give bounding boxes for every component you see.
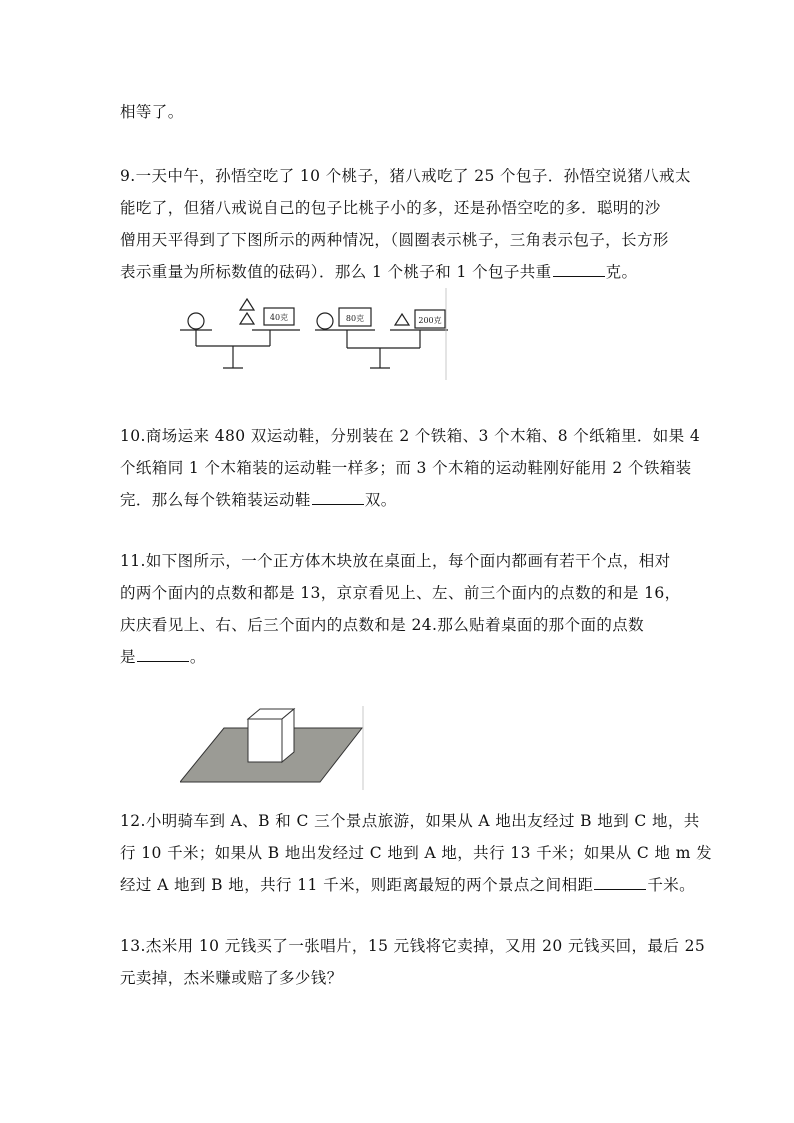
q11-line-1: 11.如下图所示，一个正方体木块放在桌面上，每个面内都画有若干个点，相对 bbox=[120, 552, 671, 570]
q13-line-2: 元卖掉，杰米赚或赔了多少钱？ bbox=[120, 969, 343, 987]
q11-line-4-end: 。 bbox=[189, 648, 206, 666]
q9-line-4-text: 表示重量为所标数值的砝码）．那么 1 个桃子和 1 个包子共重 bbox=[120, 263, 552, 281]
balance-scales-figure bbox=[170, 288, 450, 384]
balance-scale-2 bbox=[315, 288, 448, 380]
peach-circle-2 bbox=[317, 313, 333, 329]
q11-line-4 bbox=[120, 647, 206, 667]
q12-line-2: 行 10 千米；如果从 B 地出发经过 C 地到 A 地，共行 13 千米；如果从 C 地 m 发 bbox=[120, 844, 713, 862]
cube-on-table-figure bbox=[180, 706, 366, 790]
q9-line-2: 能吃了，但猪八戒说自己的包子比桃子小的多，还是孙悟空吃的多．聪明的沙 bbox=[120, 199, 661, 217]
q10-line-2: 个纸箱同 1 个木箱装的运动鞋一样多；而 3 个木箱的运动鞋刚好能用 2 个铁箱装 bbox=[120, 459, 692, 477]
text-line-continuation: 相等了。 bbox=[120, 103, 184, 121]
q10-line-3-unit: 双。 bbox=[364, 491, 397, 509]
triangle-bun-1 bbox=[240, 299, 254, 310]
q9-line-3: 僧用天平得到了下图所示的两种情况，（圆圈表示桃子，三角表示包子，长方形 bbox=[120, 231, 669, 249]
balance-scale-1 bbox=[180, 299, 300, 368]
q11-answer-blank bbox=[137, 647, 189, 662]
q11-line-4-text: 是 bbox=[120, 648, 136, 666]
triangle-bun-2 bbox=[240, 313, 254, 324]
cube-right-face bbox=[282, 709, 294, 762]
q10-line-1: 10.商场运来 480 双运动鞋，分别装在 2 个铁箱、3 个木箱、8 个纸箱里．如果 4 bbox=[120, 427, 701, 445]
weight-label-80: 80克 bbox=[345, 314, 365, 323]
weight-label-200: 200克 bbox=[418, 316, 442, 325]
cube-front-face bbox=[248, 719, 282, 762]
q11-line-2: 的两个面内的点数和都是 13，京京看见上、左、前三个面内的点数的和是 16， bbox=[120, 584, 681, 602]
q9-answer-blank bbox=[553, 262, 605, 277]
q10-line-3-text: 完．那么每个铁箱装运动鞋 bbox=[120, 491, 311, 509]
q9-line-1: 9.一天中午，孙悟空吃了 10 个桃子，猪八戒吃了 25 个包子．孙悟空说猪八戒太 bbox=[120, 167, 691, 185]
triangle-bun-3 bbox=[395, 314, 409, 325]
q9-line-4-unit: 克。 bbox=[605, 263, 638, 281]
q11-line-3: 庆庆看见上、右、后三个面内的点数和是 24.那么贴着桌面的那个面的点数 bbox=[120, 616, 645, 634]
q10-answer-blank bbox=[312, 490, 364, 505]
weight-label-40: 40克 bbox=[269, 313, 289, 322]
q12-line-3-unit: 千米。 bbox=[647, 876, 696, 894]
q12-line-3 bbox=[120, 875, 695, 895]
q12-line-3-text: 经过 A 地到 B 地，共行 11 千米，则距离最短的两个景点之间相距 bbox=[120, 876, 594, 894]
q12-answer-blank bbox=[594, 875, 646, 890]
q13-line-1: 13.杰米用 10 元钱买了一张唱片，15 元钱将它卖掉，又用 20 元钱买回，最后 25 bbox=[120, 937, 706, 955]
q10-line-3 bbox=[120, 490, 397, 510]
q12-line-1: 12.小明骑车到 A、B 和 C 三个景点旅游，如果从 A 地出友经过 B 地到 C 地，共 bbox=[120, 812, 700, 830]
q9-line-4 bbox=[120, 262, 637, 282]
peach-circle bbox=[188, 313, 204, 329]
